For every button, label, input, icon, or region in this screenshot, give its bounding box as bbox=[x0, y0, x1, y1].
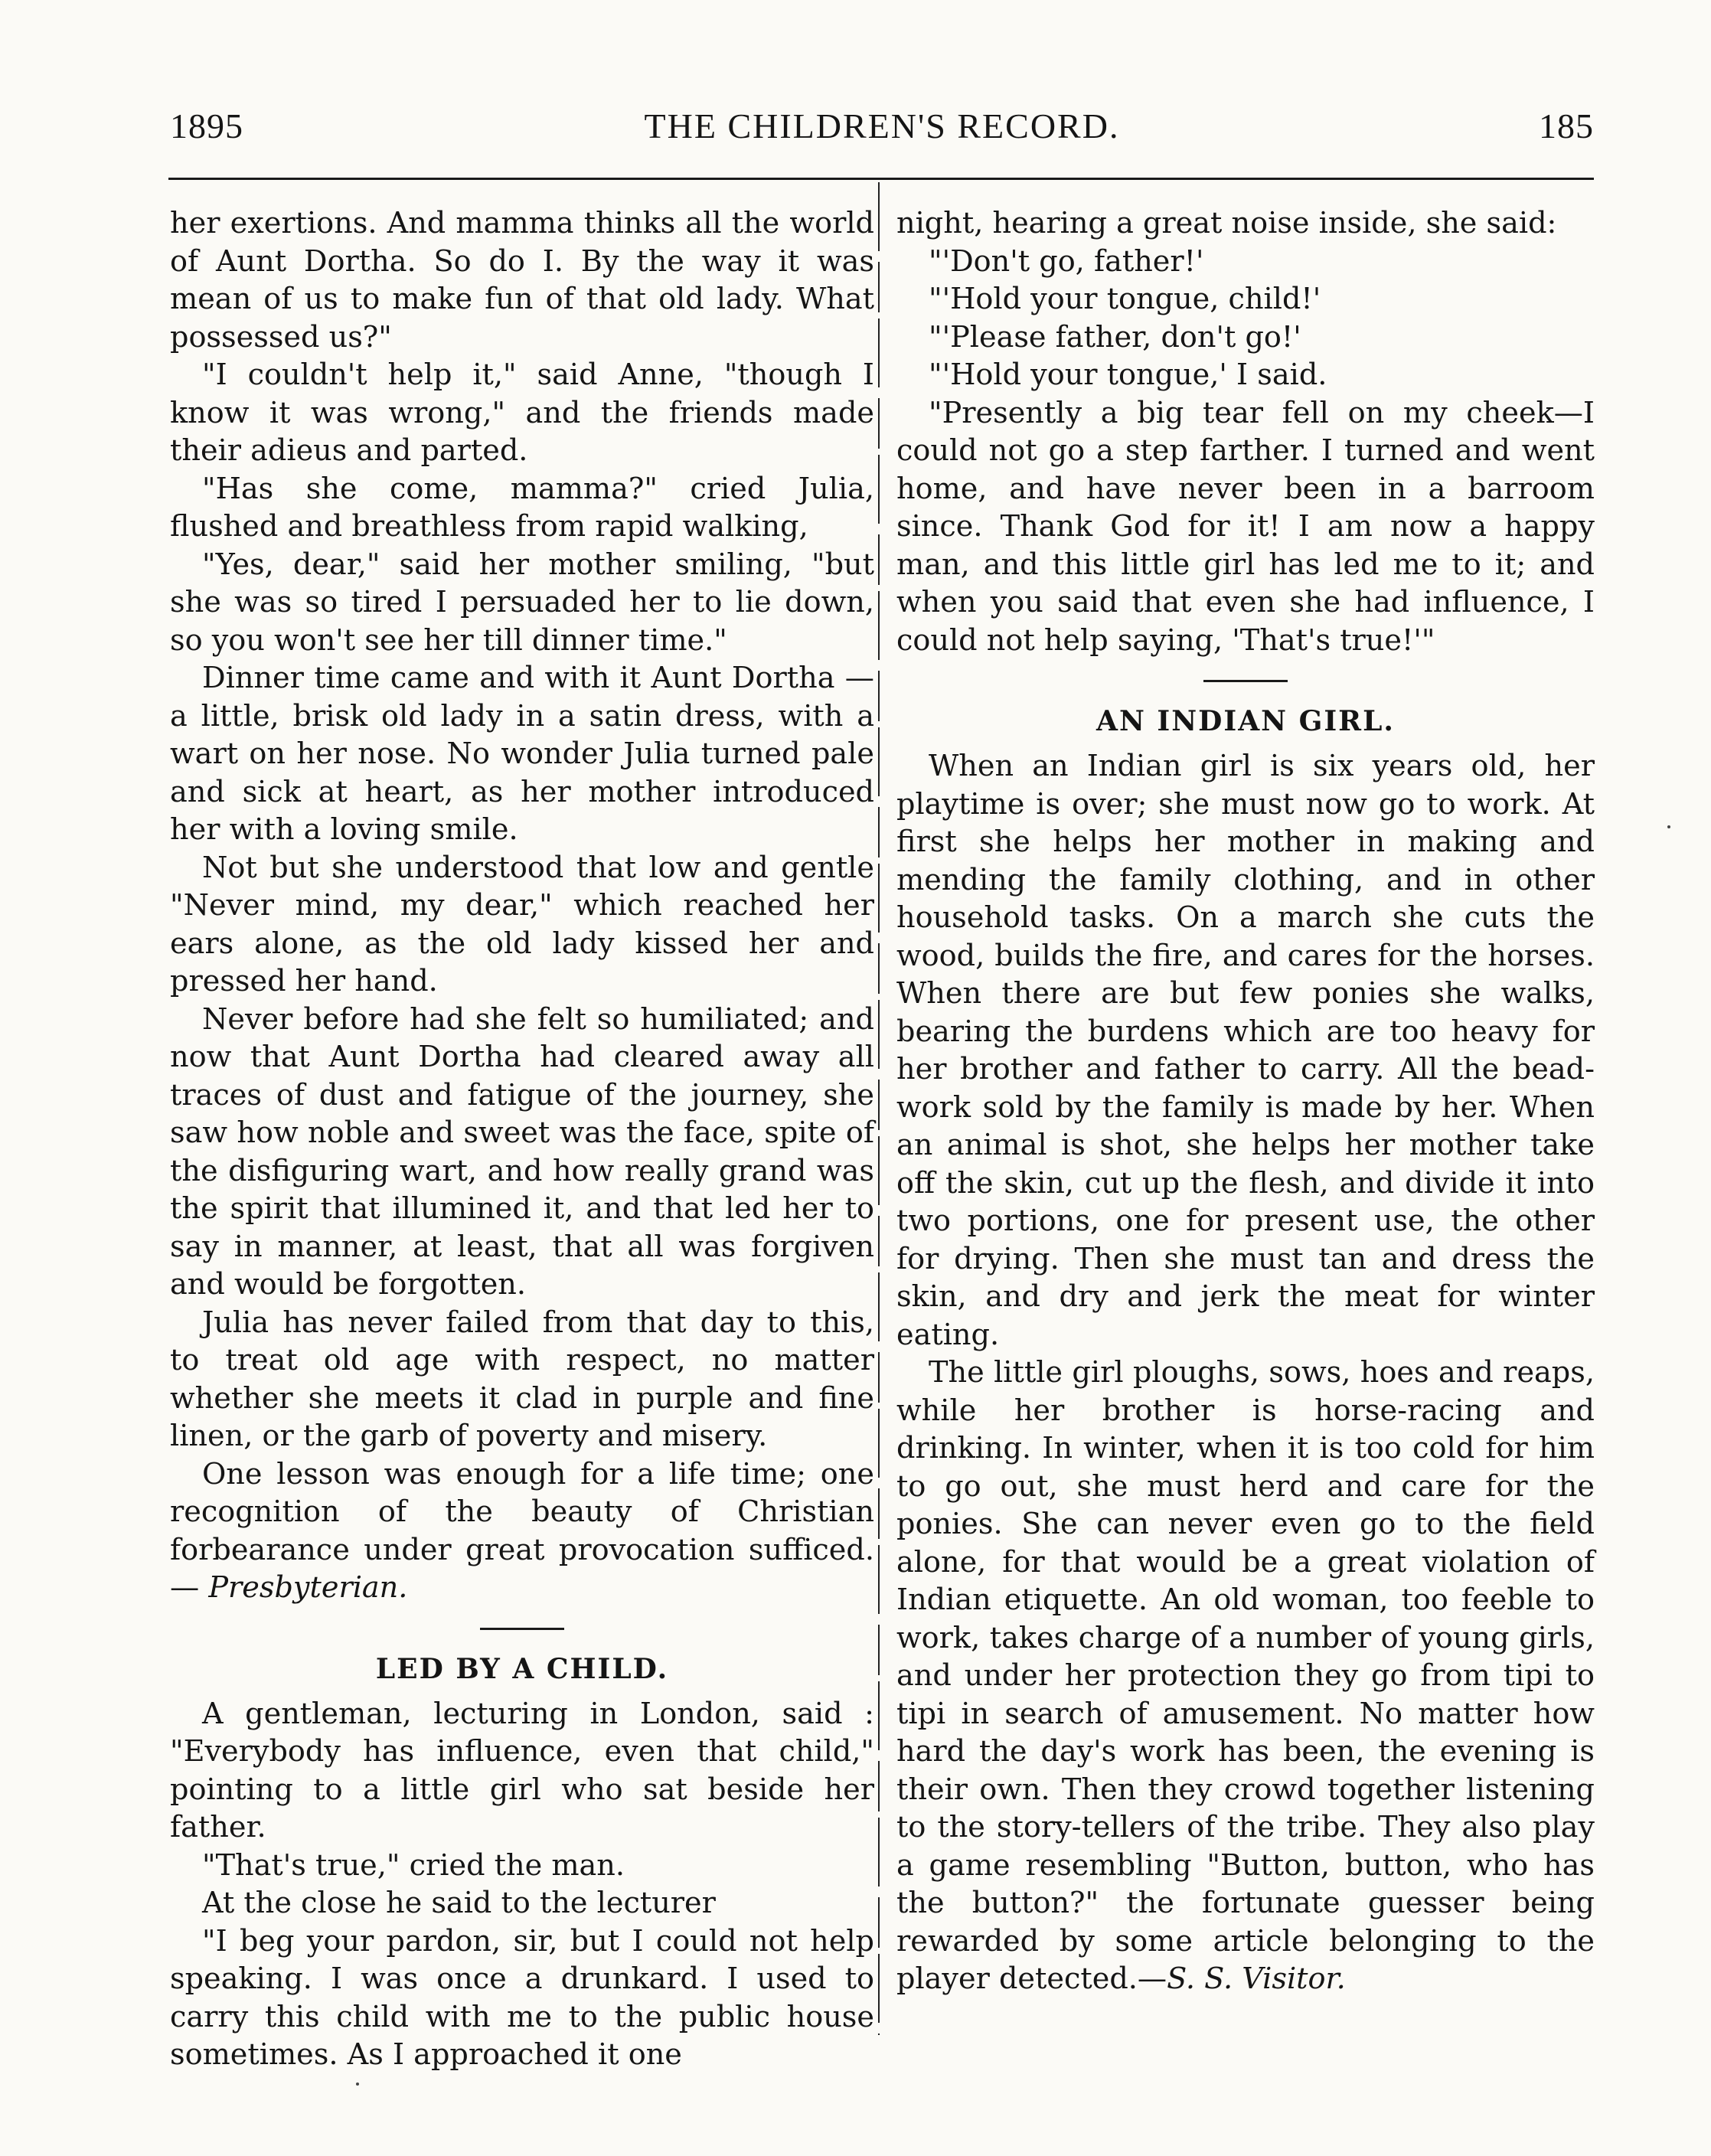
paragraph: Julia has never failed from that day to this, to treat old age with respect, no matter whether she meets it clad in purple and fine linen, or the garb of poverty and misery. bbox=[170, 1305, 874, 1453]
paragraph: "'Don't go, father!' bbox=[929, 244, 1204, 279]
paragraph: "'Please father, don't go!' bbox=[929, 320, 1301, 354]
paragraph: "'Hold your tongue,' I said. bbox=[929, 358, 1327, 392]
paragraph: "Yes, dear," said her mother smiling, "but she was so tired I persuaded her to lie down, so you won't see her till dinner time." bbox=[170, 547, 874, 658]
paragraph: "I couldn't help it," said Anne, "though I know it was wrong," and the friends made their adieus and parted. bbox=[170, 358, 874, 468]
column-divider bbox=[878, 182, 880, 2035]
paragraph: Not but she understood that low and gentle "Never mind, my dear," which reached her ears alone, as the old lady kissed her and pressed her hand. bbox=[170, 851, 874, 998]
article-heading: AN INDIAN GIRL. bbox=[1096, 705, 1395, 737]
left-column bbox=[170, 205, 874, 2075]
paragraph: At the close he said to the lecturer bbox=[202, 1886, 716, 1920]
paragraph: Dinner time came and with it Aunt Dortha —a little, brisk old lady in a satin dress, with a wart on her nose. No wonder Julia turned pale and sick at heart, as her mother introduced her with a loving smile. bbox=[170, 662, 874, 847]
print-speck bbox=[356, 2082, 359, 2086]
header-page-number: 185 bbox=[1539, 106, 1594, 145]
paragraph: "I beg your pardon, sir, but I could not help speaking. I was once a drunkard. I used to carry this child with me to the public house sometimes. As I approached it one bbox=[170, 1924, 874, 2072]
header-rule bbox=[168, 178, 1594, 180]
right-column bbox=[896, 205, 1595, 1999]
print-speck bbox=[1667, 825, 1670, 828]
paragraph: When an Indian girl is six years old, her playtime is over; she must now go to work. At first she helps her mother in making and mending the family clothing, and in other household tasks. On a march she cuts the wood, builds the fire, and cares for the horses. When there are but few ponies she walks, bearing the burdens which are too heavy for her brother and father to carry. All the bead-work sold by the family is made by her. When an animal is shot, she helps her mother take off the skin, cut up the flesh, and divide it into two portions, one for present use, the other for drying. Then she must tan and dress the skin, and dry and jerk the meat for winter eating. bbox=[896, 750, 1595, 1352]
article-heading: LED BY A CHILD. bbox=[375, 1652, 669, 1685]
paragraph: "'Hold your tongue, child!' bbox=[929, 283, 1321, 316]
paragraph: "That's true," cried the man. bbox=[202, 1848, 625, 1883]
paragraph: Never before had she felt so humiliated; and now that Aunt Dortha had cleared away all traces of dust and fatigue of the journey, she saw how noble and sweet was the face, spite of the disfiguring wart, and how really grand was the spirit that illumined it, and that led her to say in manner, at least, that all was forgiven and would be forgotten. bbox=[170, 1002, 874, 1302]
paragraph: her exertions. And mamma thinks all the world of Aunt Dortha. So do I. By the way it was mean of us to make fun of that old lady. What possessed us?" bbox=[170, 207, 874, 354]
paragraph-text: One lesson was enough for a life time; one recognition of the beauty of Christian forbearance under great provocation sufficed.— bbox=[170, 1457, 874, 1605]
paragraph bbox=[170, 1456, 874, 1608]
paragraph-text: The little girl ploughs, sows, hoes and reaps, while her brother is horse-racing and drinking. In winter, when it is too cold for him to go out, she must herd and care for the ponies. She can never even go to the field alone, for that would be a great violation of Indian etiquette. An old woman, too feeble to work, takes charge of a number of young girls, and under her protection they go from tipi to tipi in search of amusement. No matter how hard the day's work has been, the evening is their own. Then they crowd together listening to the story-tellers of the tribe. They also play a game resembling "Button, button, who has the button?" the fortunate guesser being rewarded by some article belonging to the player detected.— bbox=[896, 1356, 1595, 1996]
header-title: THE CHILDREN'S RECORD. bbox=[644, 106, 1120, 145]
paragraph: night, hearing a great noise inside, she said: bbox=[896, 207, 1557, 240]
header-year: 1895 bbox=[170, 106, 243, 145]
paragraph: "Presently a big tear fell on my cheek—I could not go a step farther. I turned and went home, and have never been in a barroom since. Thank God for it! I am now a happy man, and this little girl has led me to it; and when you said that even she had influence, I could not help saying, 'That's true!'" bbox=[896, 396, 1595, 658]
source-credit: Presbyterian. bbox=[208, 1571, 408, 1605]
paragraph: A gentleman, lecturing in London, said : "Everybody has influence, even that child," pointing to a little girl who sat beside her father. bbox=[170, 1697, 874, 1844]
paragraph: "Has she come, mamma?" cried Julia, flushed and breathless from rapid walking, bbox=[170, 472, 874, 544]
section-rule bbox=[480, 1628, 564, 1630]
source-credit: S. S. Visitor. bbox=[1167, 1962, 1346, 1996]
paragraph bbox=[896, 1354, 1595, 1999]
section-rule bbox=[1203, 680, 1288, 682]
page-header bbox=[170, 98, 1594, 159]
